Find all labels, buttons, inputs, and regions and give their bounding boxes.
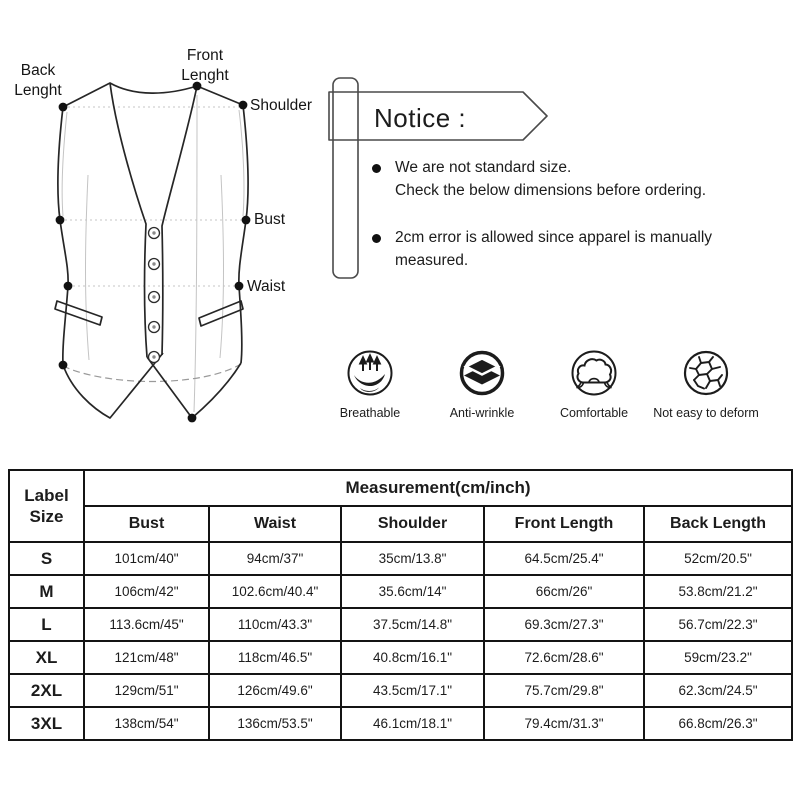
table-row xyxy=(9,608,792,641)
measurement-cell: 64.5cm/25.4" xyxy=(484,542,644,575)
bullet-line: Check the below dimensions before ordering. xyxy=(395,181,707,199)
table-row xyxy=(9,674,792,707)
measurement-cell: 53.8cm/21.2" xyxy=(644,575,792,608)
measurement-cell: 121cm/48" xyxy=(84,641,209,674)
feature-label: Not easy to deform xyxy=(653,406,759,420)
left-pocket xyxy=(55,301,102,325)
feature-item xyxy=(650,349,762,420)
measurement-cell: 46.1cm/18.1" xyxy=(341,707,484,740)
measurement-cell: 62.3cm/24.5" xyxy=(644,674,792,707)
size-label-cell: M xyxy=(9,575,84,608)
measurement-cell: 40.8cm/16.1" xyxy=(341,641,484,674)
notice-bullet xyxy=(372,157,767,202)
measurement-cell: 106cm/42" xyxy=(84,575,209,608)
measurement-cell: 43.5cm/17.1" xyxy=(341,674,484,707)
waist-label: Waist xyxy=(247,278,286,295)
size-label-cell: S xyxy=(9,542,84,575)
measurement-cell: 113.6cm/45" xyxy=(84,608,209,641)
not-easy-to-deform-icon xyxy=(682,349,730,397)
measurement-cell: 35.6cm/14" xyxy=(341,575,484,608)
measurement-cell: 52cm/20.5" xyxy=(644,542,792,575)
measurement-cell: 136cm/53.5" xyxy=(209,707,341,740)
bullet-dot xyxy=(372,164,381,173)
feature-label: Breathable xyxy=(339,406,401,420)
measurement-header: Measurement(cm/inch) xyxy=(84,470,792,506)
breathable-icon xyxy=(346,349,394,397)
back-length-label: Back Lenght xyxy=(14,62,62,99)
table-row xyxy=(9,575,792,608)
feature-row xyxy=(314,349,762,420)
table-row xyxy=(9,707,792,740)
size-label-cell: 3XL xyxy=(9,707,84,740)
measurement-cell: 138cm/54" xyxy=(84,707,209,740)
comfortable-icon xyxy=(570,349,618,397)
corner-header: Label Size xyxy=(9,470,84,542)
size-label-cell: L xyxy=(9,608,84,641)
measurement-cell: 35cm/13.8" xyxy=(341,542,484,575)
measurement-cell: 66cm/26" xyxy=(484,575,644,608)
measurement-cell: 56.7cm/22.3" xyxy=(644,608,792,641)
measurement-cell: 126cm/49.6" xyxy=(209,674,341,707)
bust-label: Bust xyxy=(254,211,286,228)
measurement-cell: 72.6cm/28.6" xyxy=(484,641,644,674)
size-table xyxy=(8,469,793,741)
measurement-cell: 37.5cm/14.8" xyxy=(341,608,484,641)
table-row xyxy=(9,542,792,575)
anti-wrinkle-icon xyxy=(458,349,506,397)
feature-item xyxy=(538,349,650,420)
size-label-cell: 2XL xyxy=(9,674,84,707)
measurement-cell: 118cm/46.5" xyxy=(209,641,341,674)
shoulder-label: Shoulder xyxy=(250,97,313,114)
bullet-line: measured. xyxy=(395,251,469,269)
col-header-back-length: Back Length xyxy=(644,506,792,542)
col-header-front-length: Front Length xyxy=(484,506,644,542)
bullet-dot xyxy=(372,234,381,243)
measurement-cell: 75.7cm/29.8" xyxy=(484,674,644,707)
vest-buttons xyxy=(149,228,160,363)
measurement-dots xyxy=(56,82,251,423)
measurement-cell: 129cm/51" xyxy=(84,674,209,707)
col-header-shoulder: Shoulder xyxy=(341,506,484,542)
measurement-cell: 66.8cm/26.3" xyxy=(644,707,792,740)
col-header-waist: Waist xyxy=(209,506,341,542)
feature-label: Comfortable xyxy=(559,406,629,420)
measurement-cell: 102.6cm/40.4" xyxy=(209,575,341,608)
notice-bullet xyxy=(372,227,767,272)
bullet-line: We are not standard size. xyxy=(395,159,572,176)
notice-title: Notice : xyxy=(374,103,467,133)
measurement-cell: 110cm/43.3" xyxy=(209,608,341,641)
signpost-pole xyxy=(333,78,358,278)
feature-item xyxy=(314,349,426,420)
measurement-cell: 69.3cm/27.3" xyxy=(484,608,644,641)
bullet-line: 2cm error is allowed since apparel is manually xyxy=(395,229,713,246)
measurement-cell: 59cm/23.2" xyxy=(644,641,792,674)
size-label-cell: XL xyxy=(9,641,84,674)
measurement-cell: 79.4cm/31.3" xyxy=(484,707,644,740)
feature-item xyxy=(426,349,538,420)
feature-label: Anti-wrinkle xyxy=(449,406,515,420)
measurement-cell: 94cm/37" xyxy=(209,542,341,575)
table-row xyxy=(9,641,792,674)
front-length-label: Front Lenght xyxy=(181,47,229,84)
right-pocket xyxy=(199,301,243,326)
measurement-cell: 101cm/40" xyxy=(84,542,209,575)
col-header-bust: Bust xyxy=(84,506,209,542)
